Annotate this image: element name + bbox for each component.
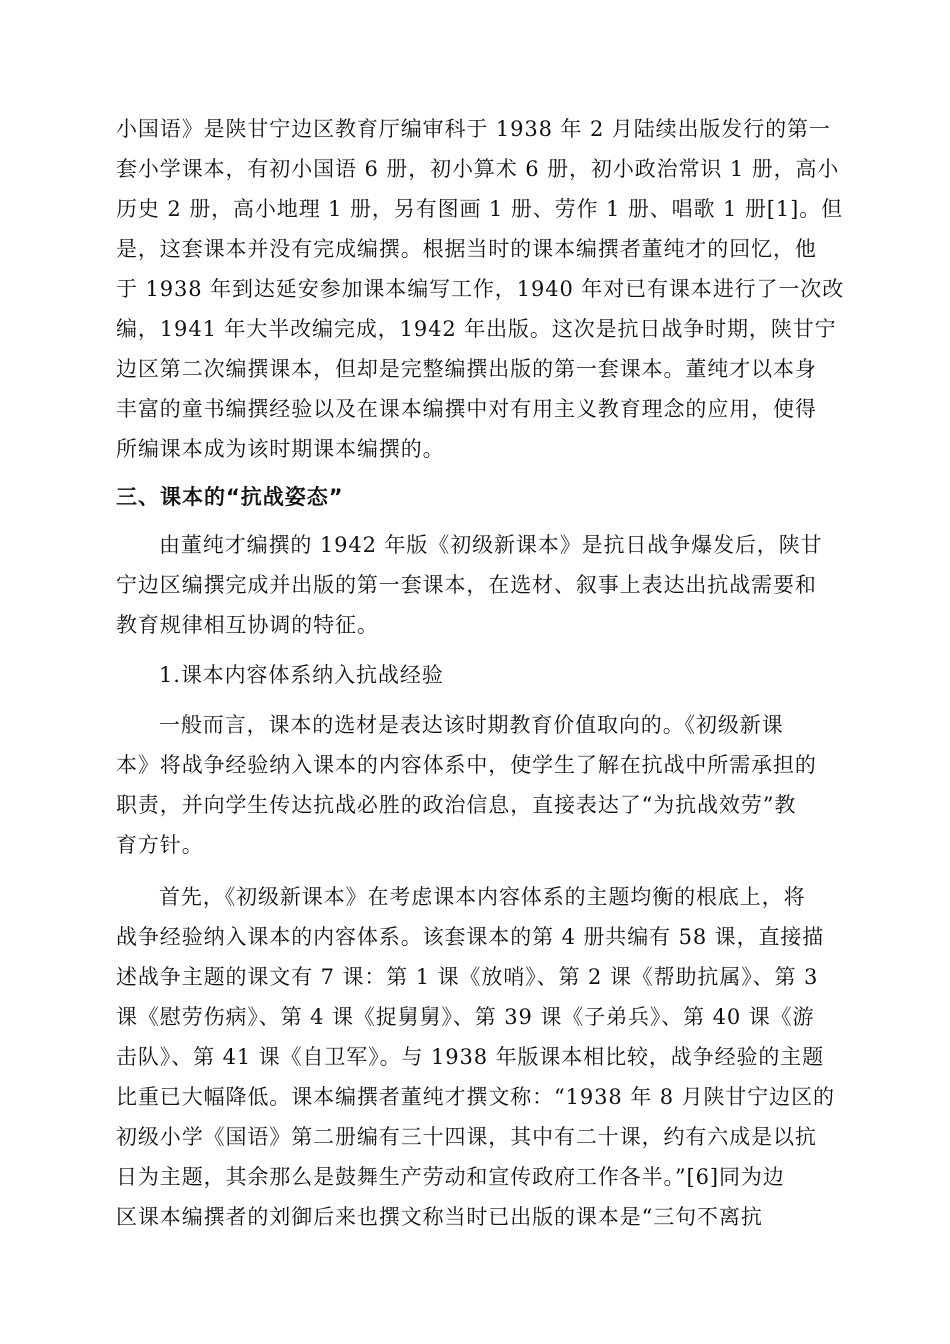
text-line: 击队》、第 41 课《自卫军》。与 1938 年版课本相比较，战争经验的主题 [116,1045,825,1069]
text-line: 区课本编撰者的刘御后来也撰文称当时已出版的课本是“三句不离抗 [116,1205,763,1229]
text-line: 小国语》是陕甘宁边区教育厅编审科于 1938 年 2 月陆续出版发行的第一 [116,117,831,141]
text-line: 课《慰劳伤病》、第 4 课《捉舅舅》、第 39 课《子弟兵》、第 40 课《游 [116,1005,815,1029]
text-line: 述战争主题的课文有 7 课：第 1 课《放哨》、第 2 课《帮助抗属》、第 3 [116,965,819,989]
text-line: 历史 2 册，高小地理 1 册，另有图画 1 册、劳作 1 册、唱歌 1 册[1]。但 [116,197,844,221]
text-line: 宁边区编撰完成并出版的第一套课本，在选材、叙事上表达出抗战需要和 [116,573,817,597]
text-line: 本》将战争经验纳入课本的内容体系中，使学生了解在抗战中所需承担的 [116,753,817,777]
text-line: 教育规律相互协调的特征。 [116,613,379,637]
section-heading: 三、课本的“抗战姿态” [116,485,344,509]
text-line: 由董纯才编撰的 1942 年版《初级新课本》是抗日战争爆发后，陕甘 [159,533,823,557]
text-line: 编，1941 年大半改编完成，1942 年出版。这次是抗日战争时期，陕甘宁 [116,317,837,341]
text-line: 是，这套课本并没有完成编撰。根据当时的课本编撰者董纯才的回忆，他 [116,237,817,261]
text-line: 比重已大幅降低。课本编撰者董纯才撰文称：“1938 年 8 月陕甘宁边区的 [116,1085,835,1109]
text-line: 边区第二次编撰课本，但却是完整编撰出版的第一套课本。董纯才以本身 [116,357,817,381]
text-line: 首先，《初级新课本》在考虑课本内容体系的主题均衡的根底上，将 [159,885,806,909]
text-line: 所编课本成为该时期课本编撰的。 [116,437,445,461]
text-line: 日为主题，其余那么是鼓舞生产劳动和宣传政府工作各半。”[6]同为边 [116,1165,785,1189]
text-line: 丰富的童书编撰经验以及在课本编撰中对有用主义教育理念的应用，使得 [116,397,817,421]
text-line: 一般而言，课本的选材是表达该时期教育价值取向的。《初级新课 [159,713,784,737]
text-line: 职责，并向学生传达抗战必胜的政治信息，直接表达了“为抗战效劳”教 [116,793,797,817]
text-line: 初级小学《国语》第二册编有三十四课，其中有二十课，约有六成是以抗 [116,1125,817,1149]
subheading: 1.课本内容体系纳入抗战经验 [159,663,444,687]
text-line: 于 1938 年到达延安参加课本编写工作，1940 年对已有课本进行了一次改 [116,277,845,301]
text-line: 套小学课本，有初小国语 6 册，初小算术 6 册，初小政治常识 1 册，高小 [116,157,840,181]
text-line: 战争经验纳入课本的内容体系。该套课本的第 4 册共编有 58 课，直接描 [116,925,825,949]
text-line: 育方针。 [116,833,204,857]
